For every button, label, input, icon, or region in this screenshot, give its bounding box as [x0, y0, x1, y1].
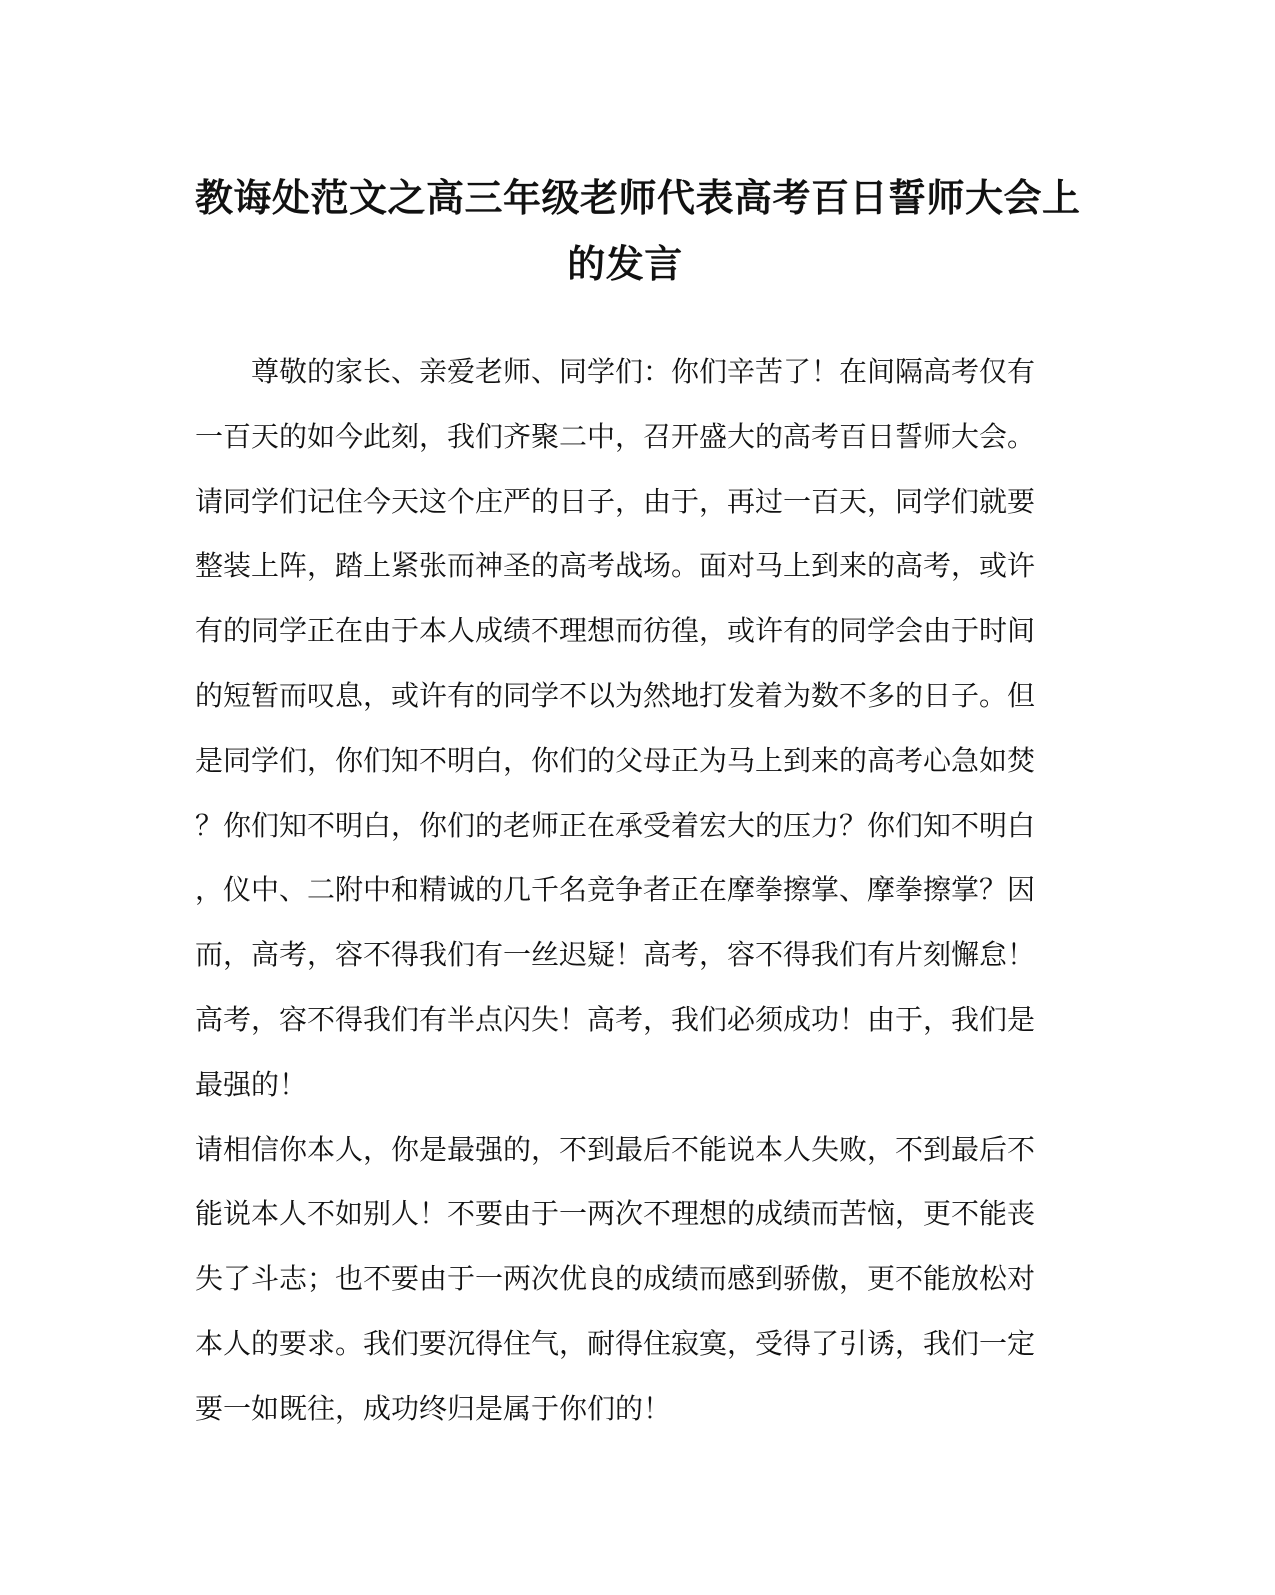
paragraph-line: 是同学们，你们知不明白，你们的父母正为马上到来的高考心急如焚	[195, 743, 1036, 777]
paragraph-line: 高考，容不得我们有半点闪失！高考，我们必须成功！由于，我们是	[195, 1002, 1036, 1036]
paragraph-line: 最强的！	[195, 1067, 308, 1101]
paragraph-line: 请相信你本人，你是最强的，不到最后不能说本人失败，不到最后不	[195, 1132, 1036, 1166]
paragraph-line: 一百天的如今此刻，我们齐聚二中，召开盛大的高考百日誓师大会。	[195, 419, 1036, 453]
paragraph-2	[195, 1118, 1055, 1442]
paragraph-line: 尊敬的家长、亲爱老师、同学们：你们辛苦了！在间隔高考仅有	[251, 355, 1036, 388]
paragraph-1	[195, 340, 1055, 1118]
paragraph-line: 整装上阵，踏上紧张而神圣的高考战场。面对马上到来的高考，或许	[195, 549, 1036, 583]
document-title	[195, 165, 1081, 297]
title-line: 教诲处范文之高三年级老师代表高考百日誓师大会上	[195, 176, 1081, 220]
paragraph-line: ，仪中、二附中和精诚的几千名竞争者正在摩拳擦掌、摩拳擦掌？因	[195, 873, 1036, 907]
paragraph-line: 本人的要求。我们要沉得住气，耐得住寂寞，受得了引诱，我们一定	[195, 1326, 1036, 1360]
paragraph-line: 能说本人不如别人！不要由于一两次不理想的成绩而苦恼，更不能丧	[195, 1197, 1036, 1231]
title-line: 的发言	[567, 242, 683, 286]
paragraph-line: 而，高考，容不得我们有一丝迟疑！高考，容不得我们有片刻懈怠！	[195, 938, 1036, 972]
paragraph-line: 失了斗志；也不要由于一两次优良的成绩而感到骄傲，更不能放松对	[195, 1262, 1036, 1296]
paragraph-line: 请同学们记住今天这个庄严的日子，由于，再过一百天，同学们就要	[195, 484, 1036, 518]
paragraph-line: 要一如既往，成功终归是属于你们的！	[195, 1391, 672, 1425]
paragraph-line: 的短暂而叹息，或许有的同学不以为然地打发着为数不多的日子。但	[195, 678, 1036, 712]
paragraph-line: ？你们知不明白，你们的老师正在承受着宏大的压力？你们知不明白	[195, 808, 1036, 842]
paragraph-line: 有的同学正在由于本人成绩不理想而彷徨，或许有的同学会由于时间	[195, 614, 1036, 648]
document-body	[195, 340, 1055, 1442]
